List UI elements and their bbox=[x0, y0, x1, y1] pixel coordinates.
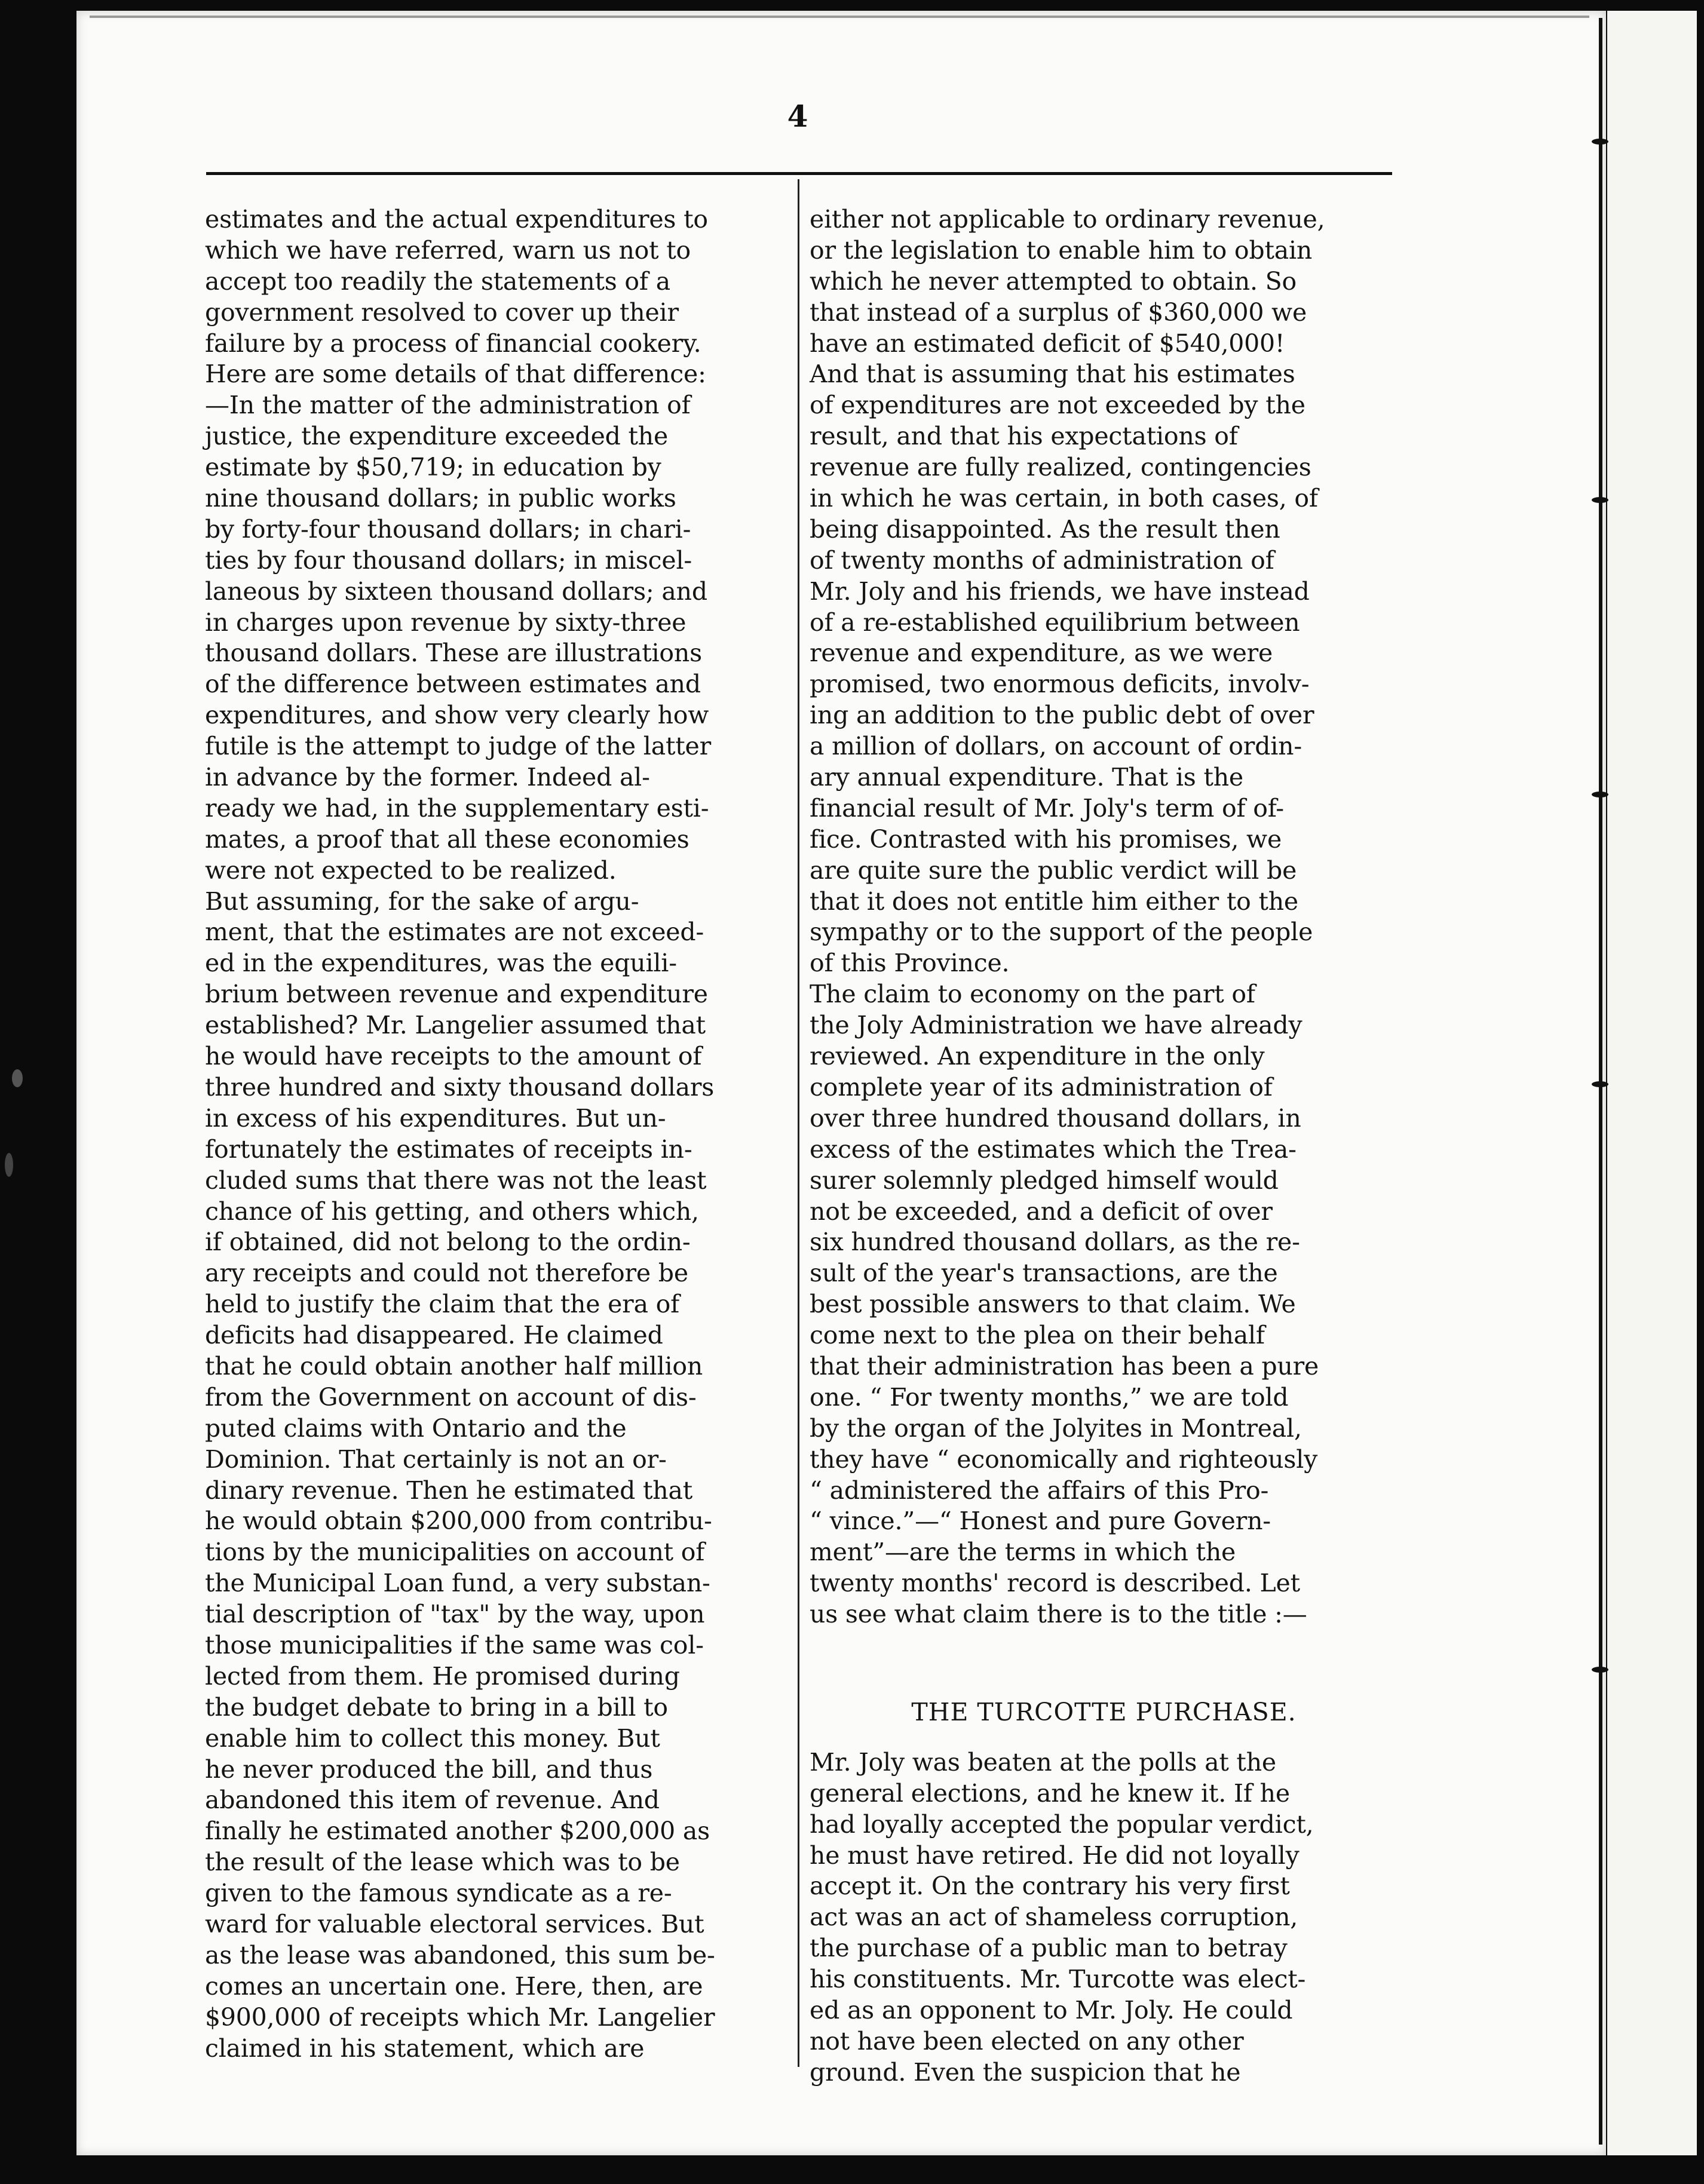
text-line: a million of dollars, on account of ordin- bbox=[810, 732, 1302, 761]
text-line: the Municipal Loan fund, a very substan- bbox=[205, 1569, 710, 1598]
text-line: fortunately the estimates of receipts in- bbox=[205, 1134, 692, 1164]
text-line: he would have receipts to the amount of bbox=[205, 1042, 702, 1071]
text-line: established? Mr. Langelier assumed that bbox=[205, 1011, 706, 1040]
text-line: ing an addition to the public debt of over bbox=[810, 701, 1314, 730]
text-line: lected from them. He promised during bbox=[205, 1661, 680, 1691]
text-line: his constituents. Mr. Turcotte was elect- bbox=[810, 1965, 1306, 1994]
text-line: by the organ of the Jolyites in Montreal, bbox=[810, 1413, 1302, 1443]
text-line: deficits had disappeared. He claimed bbox=[205, 1321, 663, 1350]
left-column bbox=[205, 204, 790, 2064]
text-line: he must have retired. He did not loyally bbox=[810, 1841, 1300, 1870]
text-line: excess of the estimates which the Trea- bbox=[810, 1134, 1297, 1164]
text-line: had loyally accepted the popular verdict, bbox=[810, 1809, 1314, 1839]
text-line: that their administration has been a pure bbox=[810, 1351, 1319, 1381]
text-line: which we have referred, warn us not to bbox=[205, 235, 691, 265]
text-line: ready we had, in the supplementary esti- bbox=[205, 793, 709, 823]
text-line: being disappointed. As the result then bbox=[810, 514, 1280, 544]
text-line: six hundred thousand dollars, as the re- bbox=[810, 1228, 1300, 1257]
edge-mark bbox=[1592, 792, 1608, 797]
text-line: act was an act of shameless corruption, bbox=[810, 1903, 1298, 1932]
text-line: ary annual expenditure. That is the bbox=[810, 763, 1243, 792]
text-line: revenue and expenditure, as we were bbox=[810, 639, 1273, 668]
right-column-body-b bbox=[810, 1747, 1392, 2088]
edge-mark bbox=[1592, 497, 1608, 503]
text-line: Mr. Joly and his friends, we have instead bbox=[810, 576, 1310, 606]
text-line: —In the matter of the administration of bbox=[205, 391, 691, 420]
text-line: over three hundred thousand dollars, in bbox=[810, 1103, 1301, 1133]
section-spacer bbox=[810, 1630, 1392, 1697]
text-line: one. “ For twenty months,” we are told bbox=[810, 1382, 1289, 1412]
text-line: the result of the lease which was to be bbox=[205, 1848, 680, 1877]
section-heading: THE TURCOTTE PURCHASE. bbox=[911, 1697, 1297, 1726]
text-line: tions by the municipalities on account of bbox=[205, 1538, 705, 1567]
text-line: either not applicable to ordinary revenue, bbox=[810, 205, 1325, 234]
text-line: ed as an opponent to Mr. Joly. He could bbox=[810, 1995, 1293, 2025]
text-line: laneous by sixteen thousand dollars; and bbox=[205, 576, 707, 606]
text-line: Mr. Joly was beaten at the polls at the bbox=[810, 1747, 1276, 1777]
text-line: by forty-four thousand dollars; in chari- bbox=[205, 514, 691, 544]
text-line: enable him to collect this money. But bbox=[205, 1723, 660, 1753]
text-line: ment, that the estimates are not exceed- bbox=[205, 918, 704, 947]
text-line: he never produced the bill, and thus bbox=[205, 1754, 653, 1784]
text-line: ties by four thousand dollars; in miscel- bbox=[205, 545, 692, 575]
edge-mark bbox=[1592, 1667, 1608, 1673]
text-line: in charges upon revenue by sixty-three bbox=[205, 608, 686, 637]
text-line: of this Province. bbox=[810, 949, 1010, 978]
text-line: comes an uncertain one. Here, then, are bbox=[205, 1971, 703, 2001]
right-column bbox=[810, 204, 1392, 2088]
text-line: ary receipts and could not therefore be bbox=[205, 1259, 688, 1288]
text-line: those municipalities if the same was col- bbox=[205, 1630, 704, 1660]
text-line: twenty months' record is described. Let bbox=[810, 1569, 1300, 1598]
text-line: abandoned this item of revenue. And bbox=[205, 1786, 660, 1815]
text-line: not be exceeded, and a deficit of over bbox=[810, 1197, 1273, 1226]
text-line: complete year of its administration of bbox=[810, 1072, 1273, 1102]
top-edge-line bbox=[90, 16, 1589, 18]
text-line: result, and that his expectations of bbox=[810, 422, 1238, 451]
text-line: that instead of a surplus of $360,000 we bbox=[810, 297, 1307, 327]
text-line: have an estimated deficit of $540,000! bbox=[810, 329, 1285, 358]
text-line: of expenditures are not exceeded by the bbox=[810, 391, 1305, 420]
text-line: expenditures, and show very clearly how bbox=[205, 701, 709, 730]
text-line: that it does not entitle him either to the bbox=[810, 887, 1298, 916]
text-line: The claim to economy on the part of bbox=[810, 980, 1255, 1009]
text-line: the budget debate to bring in a bill to bbox=[205, 1692, 668, 1722]
text-line: fice. Contrasted with his promises, we bbox=[810, 824, 1282, 854]
text-line: estimate by $50,719; in education by bbox=[205, 453, 661, 482]
text-line: as the lease was abandoned, this sum be- bbox=[205, 1940, 715, 1970]
edge-mark bbox=[1592, 139, 1608, 145]
text-line: or the legislation to enable him to obtain bbox=[810, 235, 1313, 265]
text-line: sympathy or to the support of the people bbox=[810, 918, 1313, 947]
text-line: were not expected to be realized. bbox=[205, 855, 617, 885]
text-line: brium between revenue and expenditure bbox=[205, 980, 708, 1009]
text-line: in excess of his expenditures. But un- bbox=[205, 1103, 666, 1133]
text-line: accept it. On the contrary his very first bbox=[810, 1872, 1290, 1901]
text-line: Dominion. That certainly is not an or- bbox=[205, 1444, 667, 1474]
text-line: thousand dollars. These are illustrations bbox=[205, 639, 702, 668]
text-line: three hundred and sixty thousand dollars bbox=[205, 1072, 715, 1102]
text-line: But assuming, for the sake of argu- bbox=[205, 887, 639, 916]
text-line: mates, a proof that all these economies bbox=[205, 824, 689, 854]
text-line: the Joly Administration we have already bbox=[810, 1011, 1302, 1040]
text-line: surer solemnly pledged himself would bbox=[810, 1165, 1279, 1195]
text-line: best possible answers to that claim. We bbox=[810, 1290, 1296, 1319]
text-line: claimed in his statement, which are bbox=[205, 2033, 645, 2063]
text-line: dinary revenue. Then he estimated that bbox=[205, 1476, 693, 1505]
text-line: ment”—are the terms in which the bbox=[810, 1538, 1236, 1567]
text-line: promised, two enormous deficits, involv- bbox=[810, 670, 1310, 699]
text-line: us see what claim there is to the title :— bbox=[810, 1600, 1307, 1629]
text-line: which he never attempted to obtain. So bbox=[810, 266, 1297, 296]
scan-speck bbox=[5, 1153, 13, 1177]
heading-spacer bbox=[810, 1728, 1392, 1747]
text-line: ground. Even the suspicion that he bbox=[810, 2057, 1241, 2087]
page-number: 4 bbox=[787, 99, 808, 134]
text-line: that he could obtain another half million bbox=[205, 1351, 703, 1381]
text-line: of a re-established equilibrium between bbox=[810, 608, 1300, 637]
text-line: come next to the plea on their behalf bbox=[810, 1321, 1265, 1350]
text-line: sult of the year's transactions, are the bbox=[810, 1259, 1278, 1288]
text-line: estimates and the actual expenditures to bbox=[205, 205, 708, 234]
text-line: if obtained, did not belong to the ordin- bbox=[205, 1228, 691, 1257]
text-line: “ vince.”—“ Honest and pure Govern- bbox=[810, 1507, 1271, 1536]
text-line: given to the famous syndicate as a re- bbox=[205, 1879, 672, 1908]
text-line: of the difference between estimates and bbox=[205, 670, 701, 699]
text-line: general elections, and he knew it. If he bbox=[810, 1778, 1290, 1808]
text-line: they have “ economically and righteously bbox=[810, 1444, 1318, 1474]
text-line: in which he was certain, in both cases, of bbox=[810, 484, 1318, 513]
edge-mark bbox=[1592, 1081, 1608, 1087]
text-line: “ administered the affairs of this Pro- bbox=[810, 1476, 1269, 1505]
adjacent-page-edge bbox=[1607, 11, 1697, 2155]
text-line: Here are some details of that difference: bbox=[205, 360, 706, 389]
text-line: $900,000 of receipts which Mr. Langelier bbox=[205, 2002, 715, 2032]
text-line: the purchase of a public man to betray bbox=[810, 1934, 1288, 1963]
scan-speck bbox=[12, 1069, 23, 1087]
text-line: justice, the expenditure exceeded the bbox=[205, 422, 669, 451]
text-line: futile is the attempt to judge of the latter bbox=[205, 732, 711, 761]
column-divider bbox=[798, 179, 799, 2067]
header-rule bbox=[206, 172, 1392, 175]
text-line: failure by a process of financial cookery. bbox=[205, 329, 701, 358]
text-line: ward for valuable electoral services. But bbox=[205, 1909, 704, 1938]
text-line: not have been elected on any other bbox=[810, 2026, 1244, 2056]
text-line: And that is assuming that his estimates bbox=[810, 360, 1295, 389]
text-line: he would obtain $200,000 from contribu- bbox=[205, 1507, 712, 1536]
text-line: revenue are fully realized, contingencies bbox=[810, 453, 1311, 482]
text-line: chance of his getting, and others which, bbox=[205, 1197, 699, 1226]
text-line: ed in the expenditures, was the equili- bbox=[205, 949, 677, 978]
text-line: are quite sure the public verdict will be bbox=[810, 855, 1297, 885]
text-line: in advance by the former. Indeed al- bbox=[205, 763, 650, 792]
text-line: finally he estimated another $200,000 as bbox=[205, 1817, 710, 1846]
text-line: tial description of "tax" by the way, upon bbox=[205, 1600, 705, 1629]
text-line: cluded sums that there was not the least bbox=[205, 1165, 707, 1195]
text-line: puted claims with Ontario and the bbox=[205, 1413, 627, 1443]
text-line: government resolved to cover up their bbox=[205, 297, 679, 327]
text-line: of twenty months of administration of bbox=[810, 545, 1274, 575]
text-line: nine thousand dollars; in public works bbox=[205, 484, 676, 513]
text-line: held to justify the claim that the era of bbox=[205, 1290, 680, 1319]
text-line: from the Government on account of dis- bbox=[205, 1382, 697, 1412]
text-line: reviewed. An expenditure in the only bbox=[810, 1042, 1265, 1071]
text-line: accept too readily the statements of a bbox=[205, 266, 670, 296]
right-column-body-a bbox=[810, 204, 1392, 1630]
text-line: financial result of Mr. Joly's term of of- bbox=[810, 793, 1284, 823]
